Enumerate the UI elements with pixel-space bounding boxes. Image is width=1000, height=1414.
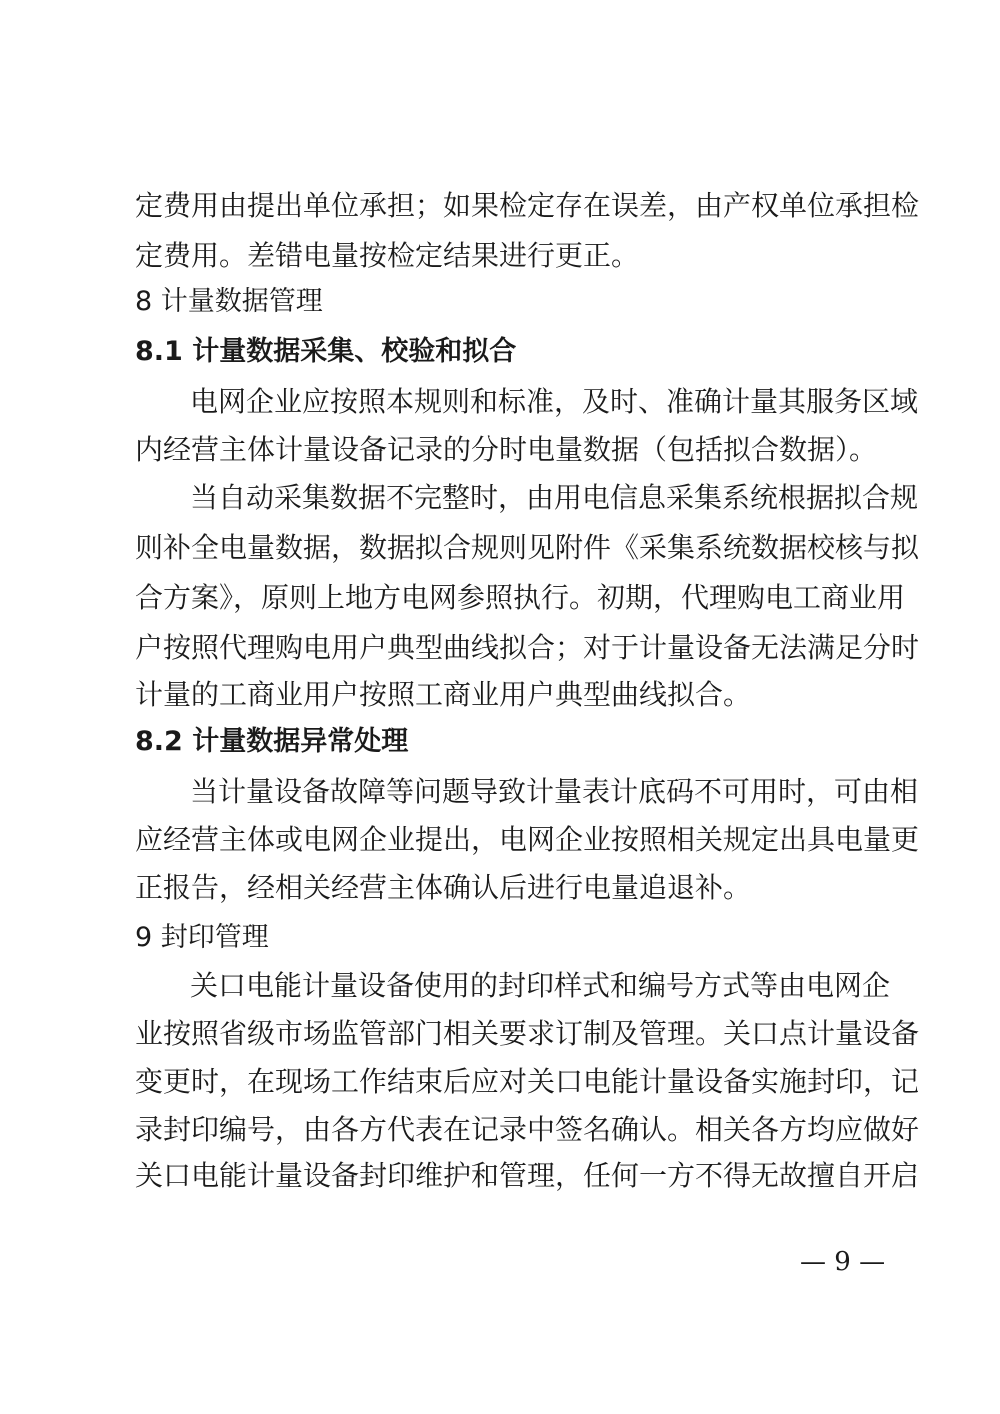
body-text-line: 当计量设备故障等问题导致计量表计底码不可用时，可由相 — [190, 775, 919, 808]
page-number: — 9 — — [800, 1247, 886, 1277]
body-text-line: 合方案》，原则上地方电网参照执行。初期，代理购电工商业用 — [135, 581, 906, 614]
body-text-line: 定费用。差错电量按检定结果进行更正。 — [135, 239, 640, 272]
body-text-line: 电网企业应按照本规则和标准，及时、准确计量其服务区域 — [190, 385, 919, 418]
body-text-line: 当自动采集数据不完整时，由用电信息采集系统根据拟合规 — [190, 481, 919, 514]
body-text-line: 变更时，在现场工作结束后应对关口电能计量设备实施封印，记 — [135, 1065, 920, 1098]
subsection-heading: 8.1 计量数据采集、校验和拟合 — [135, 336, 517, 367]
body-text-line: 业按照省级市场监管部门相关要求订制及管理。关口点计量设备 — [135, 1017, 920, 1050]
body-text-line: 则补全电量数据，数据拟合规则见附件《采集系统数据校核与拟 — [135, 531, 920, 564]
body-text-line: 关口电能计量设备使用的封印样式和编号方式等由电网企 — [190, 969, 891, 1002]
body-text-line: 户按照代理购电用户典型曲线拟合；对于计量设备无法满足分时 — [135, 631, 920, 664]
body-text-line: 计量的工商业用户按照工商业用户典型曲线拟合。 — [135, 678, 752, 711]
body-text-line: 内经营主体计量设备记录的分时电量数据（包括拟合数据）。 — [135, 433, 878, 466]
body-text-line: 定费用由提出单位承担；如果检定存在误差，由产权单位承担检 — [135, 189, 920, 222]
subsection-heading: 8.2 计量数据异常处理 — [135, 726, 409, 757]
body-text-line: 录封印编号，由各方代表在记录中签名确认。相关各方均应做好 — [135, 1113, 920, 1146]
body-text-line: 正报告，经相关经营主体确认后进行电量追退补。 — [135, 871, 752, 904]
section-heading: 9 封印管理 — [135, 922, 269, 953]
body-text-line: 应经营主体或电网企业提出，电网企业按照相关规定出具电量更 — [135, 823, 920, 856]
body-text-line: 关口电能计量设备封印维护和管理，任何一方不得无故擅自开启 — [135, 1159, 920, 1192]
section-heading: 8 计量数据管理 — [135, 286, 323, 317]
